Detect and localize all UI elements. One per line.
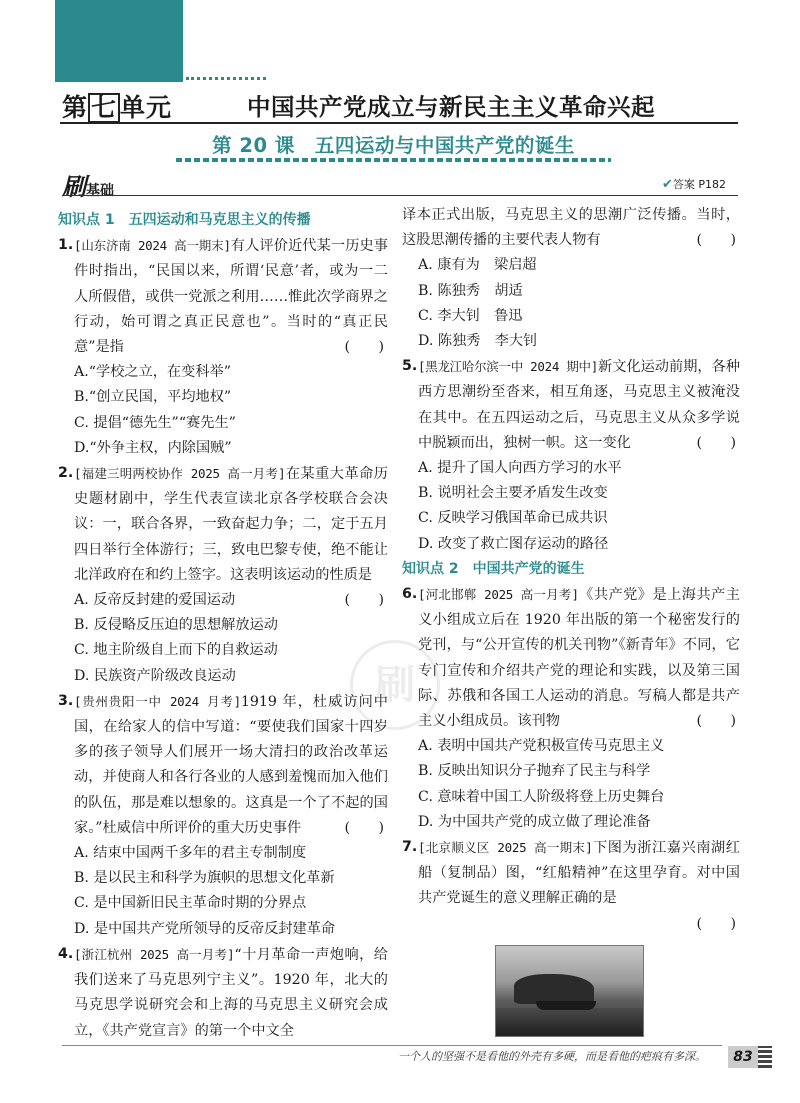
question-source: [黑龙江哈尔滨一中 2024 期中] — [418, 359, 598, 375]
header-dots — [186, 77, 266, 80]
answer-paren: ( ) — [344, 339, 384, 356]
answer-paren: ( ) — [344, 819, 384, 836]
question-source: [浙江杭州 2025 高一月考] — [74, 946, 235, 962]
option: C. 反映学习俄国革命已成共识 — [418, 510, 608, 527]
question-source: [山东济南 2024 高一期末] — [74, 238, 231, 254]
left-column — [58, 208, 388, 1044]
option: A.“学校之立，在变科举” — [74, 364, 231, 381]
option: D. 是中国共产党所领导的反帝反封建革命 — [74, 920, 336, 937]
option: A. 反帝反封建的爱国运动 — [74, 592, 236, 609]
option: D. 改变了救亡图存运动的路径 — [418, 535, 609, 552]
lesson-underline — [176, 158, 611, 162]
section-heading-1: 知识点 1 五四运动和马克思主义的传播 — [58, 212, 311, 228]
photo-boat — [536, 1001, 596, 1010]
option: C. 提倡“德先生”“赛先生” — [74, 414, 236, 431]
page-number: 83 — [728, 1046, 758, 1068]
question-source: [福建三明两校协作 2025 高一月考] — [74, 466, 286, 482]
red-boat-photo — [495, 945, 644, 1037]
badge-big: 刷 — [62, 173, 86, 201]
lesson-title: 第 20 课 五四运动与中国共产党的诞生 — [176, 130, 611, 158]
section-heading-2: 知识点 2 中国共产党的诞生 — [402, 560, 585, 577]
option: C. 地主阶级自上而下的自救运动 — [74, 642, 278, 659]
question-6: 6. [河北邯郸 2025 高一月考]《共产党》是上海共产主义小组成立后在 1920 年出版的第一个秘密发行的党刊，与“公开宣传的机关刊物”《新青年》不同，它专门宣传和介绍共产党的理论和实践，以及第三国际、苏俄和各国工人运动的消息。写稿人都是共产主义小组成员。该刊物 ( ) — [402, 582, 740, 734]
question-1: 1. [山东济南 2024 高一期末]有人评价近代某一历史事件时指出，“民国以来，所谓‘民意’者，或为一二人所假借，或供一党派之利用……惟此次学商界之行动，始可谓之真正民意也”。当时的“真正民意”是指 ( ) — [58, 233, 388, 360]
unit-divider — [60, 122, 738, 124]
unit-title: 中国共产党成立与新民主主义革命兴起 — [247, 93, 655, 121]
option: B.“创立民国，平均地权” — [74, 389, 232, 406]
footer-divider — [62, 1045, 722, 1046]
option: B. 反侵略反压迫的思想解放运动 — [74, 617, 278, 634]
answer-reference: ✔答案 P182 — [662, 177, 727, 192]
option: D. 为中国共产党的成立做了理论准备 — [418, 813, 651, 830]
option: C. 意味着中国工人阶级将登上历史舞台 — [418, 788, 665, 805]
answer-paren: ( ) — [696, 915, 736, 932]
answer-paren: ( ) — [696, 713, 736, 730]
question-source: [河北邯郸 2025 高一月考] — [418, 587, 579, 603]
unit-number-box: 七 — [88, 93, 120, 123]
photo-water — [496, 1008, 643, 1037]
photo-island — [514, 974, 594, 1004]
answer-paren: ( ) — [696, 232, 736, 249]
answer-paren-row — [402, 912, 740, 937]
badge-small: 基础 — [86, 183, 114, 199]
answer-paren: ( ) — [696, 434, 736, 451]
right-column — [402, 203, 740, 937]
option: A. 结束中国两千多年的君主专制制度 — [74, 845, 307, 862]
option: C. 是中国新旧民主革命时期的分界点 — [74, 895, 307, 912]
option: B. 是以民主和科学为旗帜的思想文化革新 — [74, 870, 335, 887]
option: A. 表明中国共产党积极宣传马克思主义 — [418, 738, 665, 755]
question-2: 2. [福建三明两校协作 2025 高一月考]在某重大革命历史题材剧中，学生代表宣读北京各学校联合会决议：一，联合各界，一致奋起力争；二，定于五月四日举行全体游行；三，致电巴黎专使，绝不能让北洋政府在和约上签字。这表明该运动的性质是 ( ) — [58, 461, 388, 588]
option: A. 提升了国人向西方学习的水平 — [418, 460, 622, 477]
question-4-continued: 译本正式出版，马克思主义的思潮广泛传播。当时，这股思潮传播的主要代表人物有 ( ) — [402, 203, 740, 253]
option: B. 说明社会主要矛盾发生改变 — [418, 485, 608, 502]
option: D. 陈独秀 李大钊 — [418, 333, 538, 350]
question-4: 4. [浙江杭州 2025 高一月考]“十月革命一声炮响，给我们送来了马克思列宁主义”。1920 年，北大的马克思学说研究会和上海的马克思主义研究会成立，《共产党宣言》的第一个中文全 — [58, 945, 388, 1039]
option: A. 康有为 梁启超 — [418, 257, 537, 274]
footer-motto: 一个人的坚强不是看他的外壳有多硬，而是看他的疤痕有多深。 — [398, 1050, 706, 1063]
header-color-block — [55, 0, 183, 82]
option: B. 陈独秀 胡适 — [418, 282, 523, 299]
badge-divider — [62, 195, 738, 196]
question-7: 7. [北京顺义区 2025 高一期末]下图为浙江嘉兴南湖红船（复制品）图，“红船精神”在这里孕育。对中国共产党诞生的意义理解正确的是 — [402, 839, 740, 907]
check-icon: ✔ — [662, 177, 673, 192]
question-3: 3. [贵州贵阳一中 2024 月考]1919 年，杜威访问中国，在给家人的信中写道：“要使我们国家十四岁多的孩子领导人们展开一场大清扫的政治改革运动，并使商人和各行各业的人感到羞愧而加入他们的队伍，那是难以想象的。这真是一个了不起的国家。”杜威信中所评价的重大历史事件 ( ) — [58, 689, 388, 841]
watermark-stamp: 刷 — [350, 640, 440, 730]
option: D.“外争主权，内除国贼” — [74, 439, 232, 456]
question-source: [北京顺义区 2025 高一期末] — [418, 840, 593, 856]
question-5: 5. [黑龙江哈尔滨一中 2024 期中]新文化运动前期，各种西方思潮纷至沓来，相互角逐，马克思主义被淹没在其中。在五四运动之后，马克思主义从众多学说中脱颖而出，独树一帜。这一变化 ( ) — [402, 354, 740, 456]
option: B. 反映出知识分子抛弃了民主与科学 — [418, 763, 651, 780]
option: D. 民族资产阶级改良运动 — [74, 667, 236, 684]
unit-label: 第 七 单元 — [62, 93, 173, 122]
option: C. 李大钊 鲁迅 — [418, 307, 523, 324]
basic-badge — [62, 167, 114, 202]
question-source: [贵州贵阳一中 2024 月考] — [74, 693, 241, 709]
page-number-decoration — [758, 1046, 772, 1068]
answer-paren: ( ) — [344, 592, 384, 609]
